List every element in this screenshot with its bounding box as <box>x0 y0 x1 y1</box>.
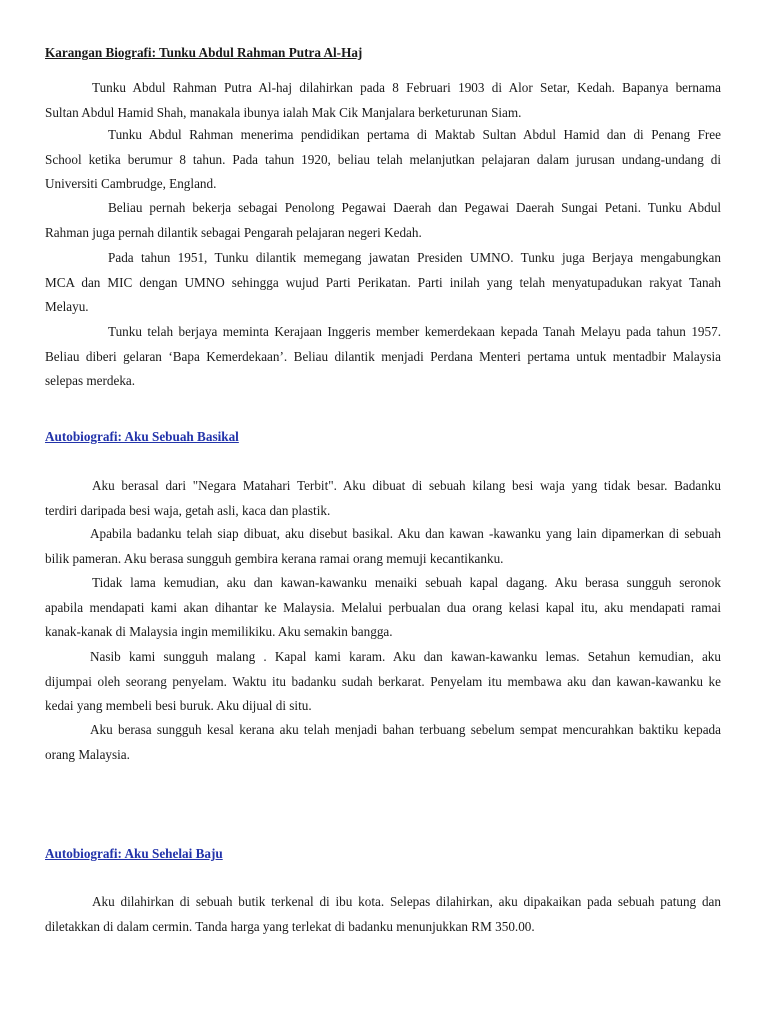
text-line: Tunku Abdul Rahman menerima pendidikan pertama di Maktab Sultan Abdul Hamid dan di Penang Free <box>108 127 721 142</box>
text-line: Aku berasa sungguh kesal kerana aku telah menjadi bahan terbuang sebelum sempat mencurahkan baktiku kepada <box>90 722 721 737</box>
text-line: kanak-kanak di Malaysia ingin memilikiku. Aku semakin bangga. <box>45 624 393 639</box>
text-line: Beliau diberi gelaran ‘Bapa Kemerdekaan’. Beliau dilantik menjadi Perdana Menteri pertama untuk mentadbir Malaysia <box>45 348 721 364</box>
section-heading-baju[interactable]: Autobiografi: Aku Sehelai Baju <box>45 846 223 861</box>
paragraph <box>45 196 721 245</box>
text-line: Tunku Abdul Rahman Putra Al-haj dilahirkan pada 8 Februari 1903 di Alor Setar, Kedah. Bapanya bernama <box>92 80 721 95</box>
paragraph <box>45 123 721 197</box>
text-line: Aku dilahirkan di sebuah butik terkenal di ibu kota. Selepas dilahirkan, aku dipakaikan pada sebuah patung dan <box>92 894 721 909</box>
text-line: bilik pameran. Aku berasa sungguh gembira kerana ramai orang memuji kecantikanku. <box>45 550 504 566</box>
text-line: Apabila badanku telah siap dibuat, aku disebut basikal. Aku dan kawan -kawanku yang lain dipamerkan di sebuah <box>90 526 721 541</box>
text-line: diletakkan di dalam cermin. Tanda harga yang terlekat di badanku menunjukkan RM 350.00. <box>45 918 535 934</box>
text-line: Beliau pernah bekerja sebagai Penolong Pegawai Daerah dan Pegawai Daerah Sungai Petani. Tunku Abdul <box>108 200 721 215</box>
text-line: Tidak lama kemudian, aku dan kawan-kawanku menaiki sebuah kapal dagang. Aku berasa sungguh seronok <box>92 575 721 590</box>
text-line: Tunku telah berjaya meminta Kerajaan Inggeris member kemerdekaan kepada Tanah Melayu pada tahun 1957. <box>108 324 721 339</box>
text-line: Rahman juga pernah dilantik sebagai Pengarah pelajaran negeri Kedah. <box>45 224 422 240</box>
text-line: School ketika berumur 8 tahun. Pada tahun 1920, beliau telah melanjutkan pelajaran dalam jurusan undang-undang di <box>45 151 721 167</box>
paragraph <box>45 571 721 645</box>
text-line: orang Malaysia. <box>45 746 130 762</box>
paragraph <box>45 522 721 571</box>
text-line: terdiri daripada besi waja, getah asli, kaca dan plastik. <box>45 502 331 518</box>
text-line: Pada tahun 1951, Tunku dilantik memegang jawatan Presiden UMNO. Tunku juga Berjaya mengabungkan <box>108 250 721 265</box>
paragraph <box>45 890 721 939</box>
paragraph <box>45 718 721 767</box>
text-line: apabila mendapati kami akan dihantar ke Malaysia. Melalui perbualan dua orang kelasi kapal itu, aku mendapati ramai <box>45 599 721 615</box>
text-line: Melayu. <box>45 299 89 314</box>
paragraph <box>45 474 721 523</box>
section-heading-basikal[interactable]: Autobiografi: Aku Sebuah Basikal <box>45 429 239 444</box>
section-heading-biografi: Karangan Biografi: Tunku Abdul Rahman Putra Al-Haj <box>45 45 363 60</box>
text-line: MCA dan MIC dengan UMNO sehingga wujud Parti Perikatan. Parti inilah yang telah menyatupadukan rakyat Tanah <box>45 274 721 290</box>
paragraph <box>45 645 721 719</box>
text-line: Universiti Cambrudge, England. <box>45 176 217 191</box>
text-line: kedai yang membeli besi buruk. Aku dijual di situ. <box>45 698 312 713</box>
text-line: dijumpai oleh seorang penyelam. Waktu itu badanku sudah berkarat. Penyelam itu membawa aku dan kawan-kawanku ke <box>45 673 721 689</box>
paragraph <box>45 76 721 125</box>
paragraph <box>45 246 721 320</box>
paragraph <box>45 320 721 394</box>
text-line: Aku berasal dari "Negara Matahari Terbit". Aku dibuat di sebuah kilang besi waja yang tidak besar. Badanku <box>92 478 721 493</box>
text-line: selepas merdeka. <box>45 373 136 388</box>
text-line: Sultan Abdul Hamid Shah, manakala ibunya ialah Mak Cik Manjalara berketurunan Siam. <box>45 104 522 120</box>
text-line: Nasib kami sungguh malang . Kapal kami karam. Aku dan kawan-kawanku lemas. Setahun kemudian, aku <box>90 649 721 664</box>
